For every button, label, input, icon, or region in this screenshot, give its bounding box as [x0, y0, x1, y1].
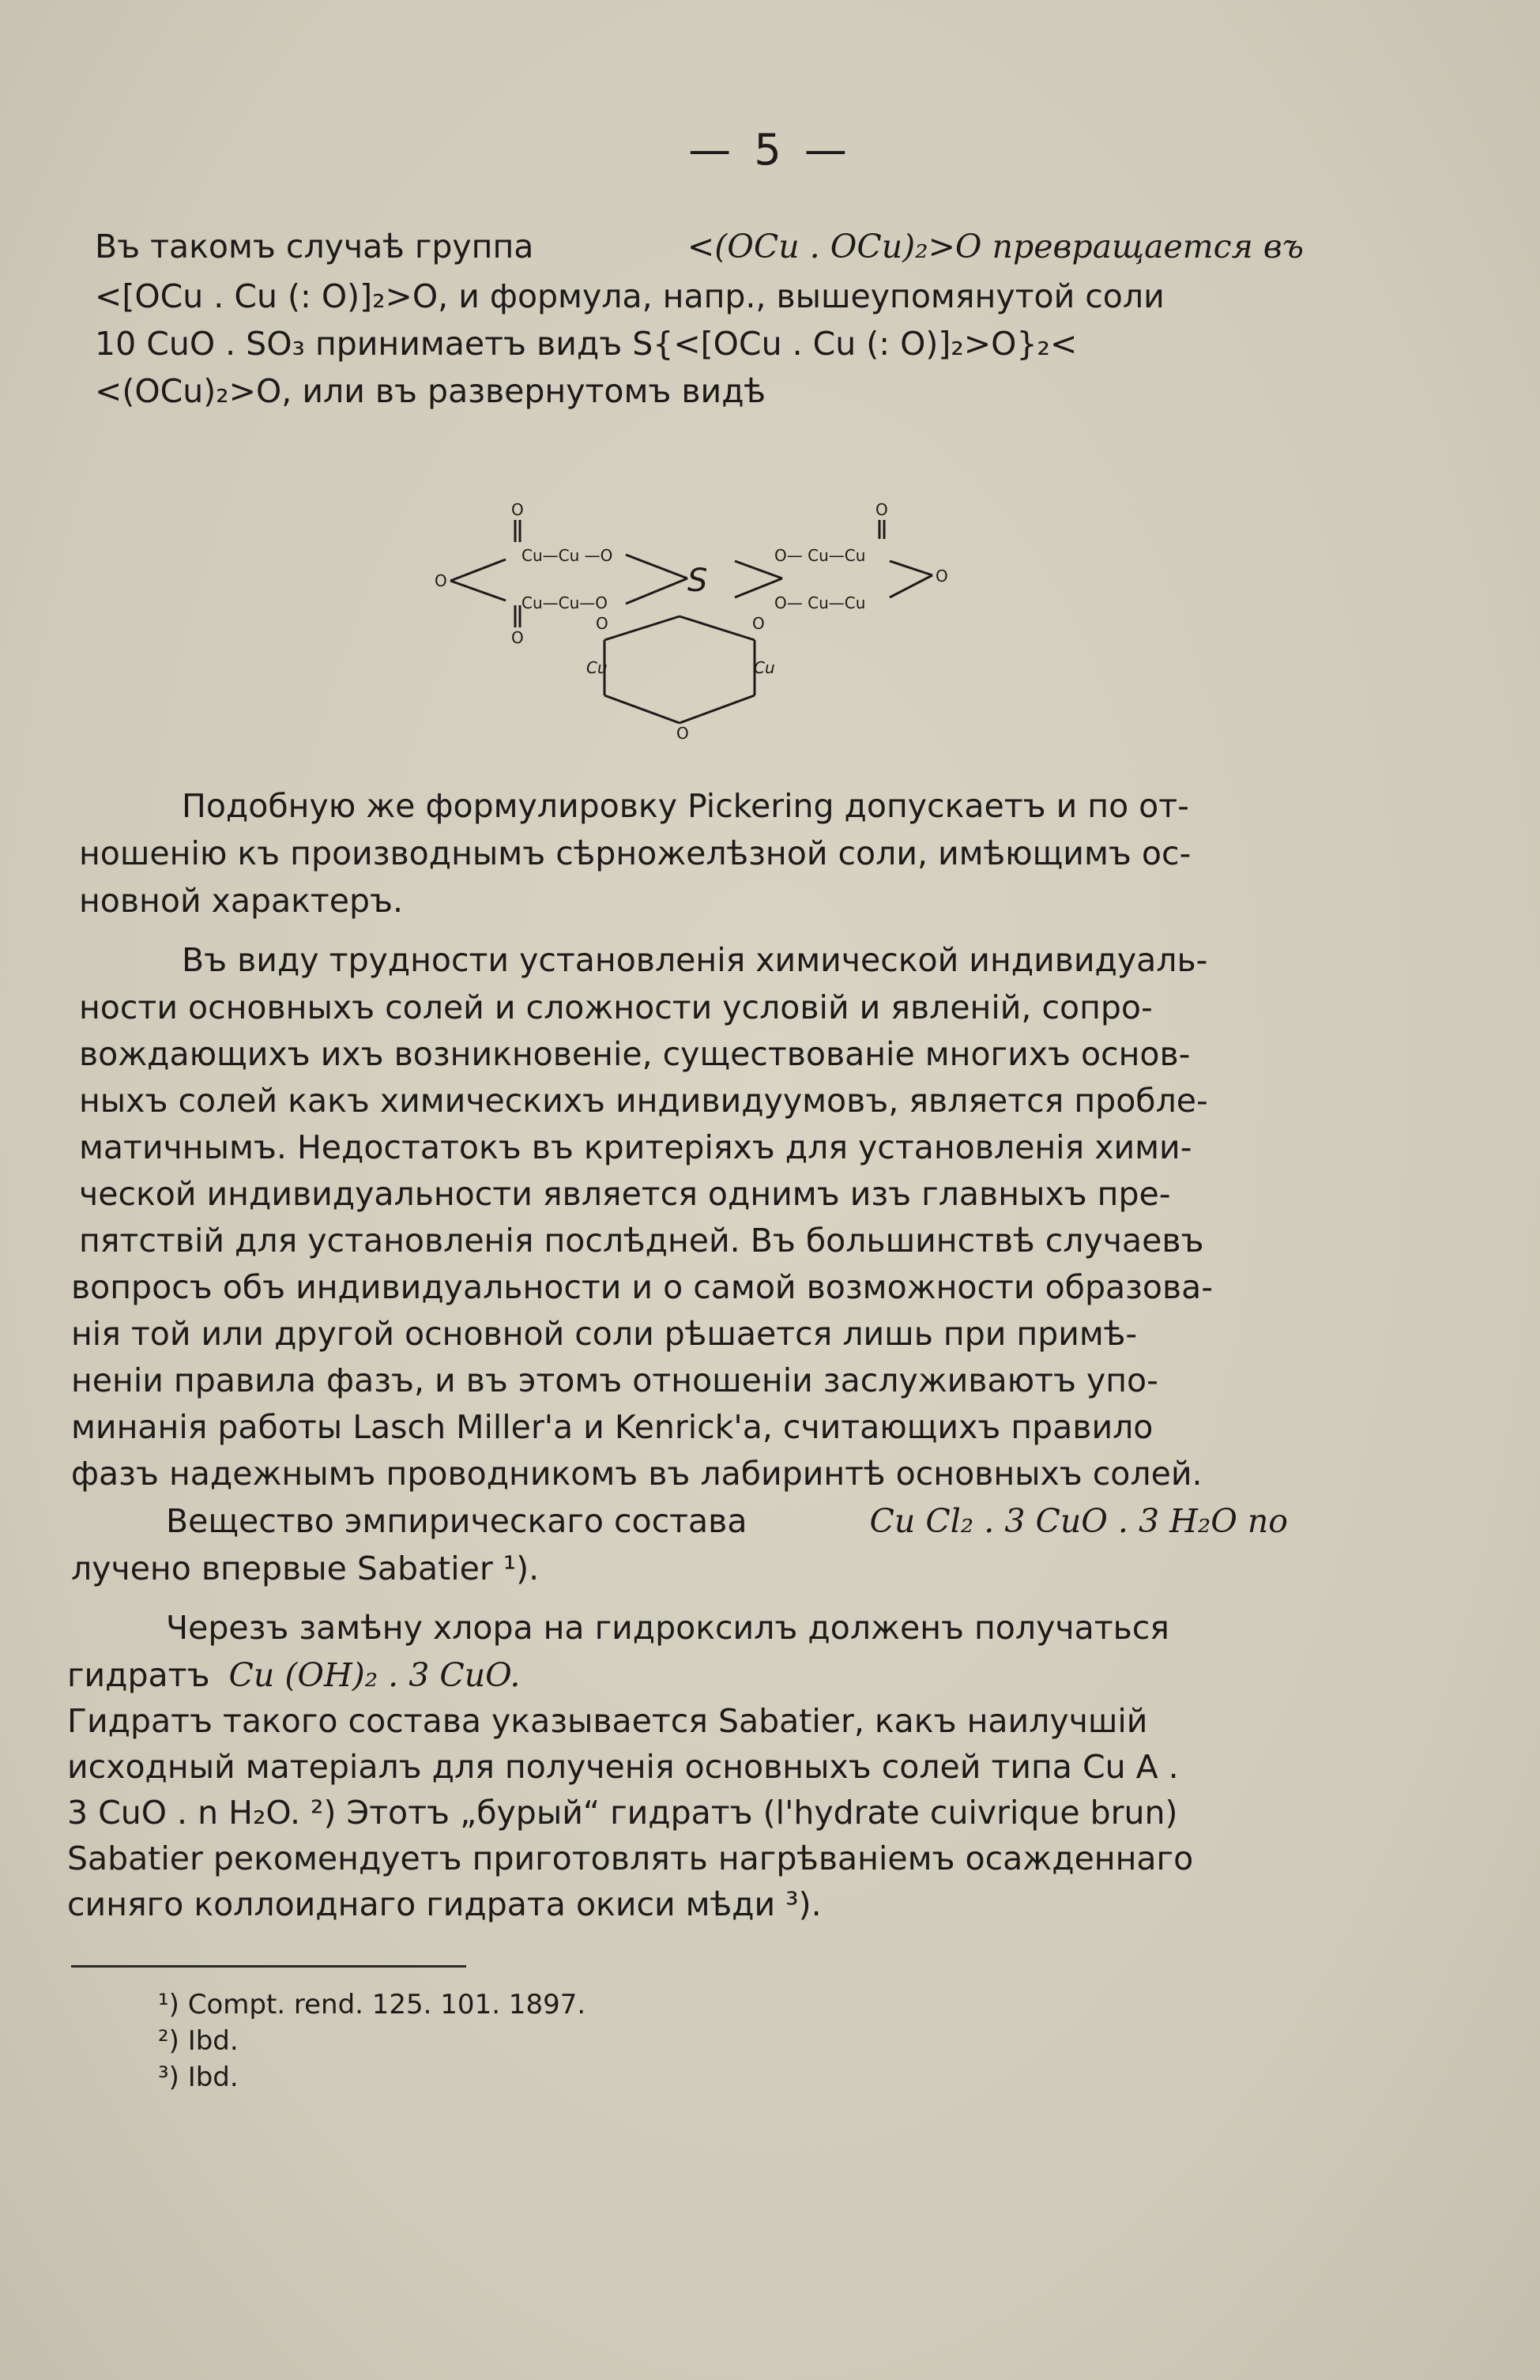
text-segment: Подобную же формулировку Pickering допускаетъ и по от- [182, 787, 1189, 825]
text-segment: Въ виду трудности установленія химической индивидуаль- [182, 941, 1208, 979]
sulfur-atom: S [687, 563, 708, 599]
left-top-chain: Cu—Cu —O [521, 546, 613, 565]
text-line [67, 1697, 1272, 1745]
text-line [79, 830, 1304, 877]
text-segment: Гидратъ такого состава указывается Sabatier, какъ наилучшій [67, 1702, 1148, 1740]
structural-formula-diagram [427, 490, 980, 743]
text-segment: <(OCu)₂>O, или въ развернутомъ видѣ [95, 372, 766, 410]
text-segment: ности основныхъ солей и сложности условій и явленій, сопро- [79, 989, 1153, 1026]
text-line [95, 273, 1304, 320]
text-segment: неніи правила фазъ, и въ этомъ отношеніи заслуживаютъ упо- [71, 1361, 1158, 1399]
text-line [79, 1030, 1304, 1078]
footnote: ³) Ibd. [158, 2062, 239, 2093]
text-line [71, 1357, 1304, 1404]
text-segment: ческой индивидуальности является однимъ изъ главныхъ пре- [79, 1175, 1171, 1213]
formula-segment: Cu Cl₂ . 3 CuO . 3 H₂O по [869, 1502, 1288, 1540]
oxygen-atom: O [596, 614, 608, 633]
text-line [95, 320, 1304, 367]
text-segment: Вещество эмпирическаго состава [166, 1502, 747, 1540]
text-line [79, 1077, 1304, 1124]
text-line [71, 1310, 1304, 1358]
text-segment: фазъ надежнымъ проводникомъ въ лабиринтѣ основныхъ солей. [71, 1455, 1203, 1493]
text-segment: лучено впервые Sabatier ¹). [71, 1550, 540, 1587]
ring-copper-right: Cu [754, 658, 775, 677]
text-segment: гидратъ [67, 1656, 210, 1694]
text-segment: вопросъ объ индивидуальности и о самой возможности образова- [71, 1268, 1214, 1306]
footnote-rule [71, 1965, 466, 1968]
text-line [71, 1403, 1304, 1451]
right-bottom-chain: O— Cu—Cu [774, 593, 866, 612]
text-line [67, 1881, 1272, 1928]
text-segment: <[OCu . Cu (: O)]₂>O, и формула, напр., вышеупомянутой соли [95, 277, 1165, 315]
text-segment: 3 CuO . n H₂O. ²) Этотъ „бурый“ гидратъ (l'hydrate cuivrique brun) [67, 1794, 1178, 1832]
text-line [79, 1217, 1304, 1264]
text-line [67, 1789, 1272, 1836]
page-number: — 5 — [688, 125, 852, 175]
text-line [79, 984, 1304, 1031]
text-line [67, 1743, 1272, 1791]
text-line [166, 1604, 1280, 1651]
formula-segment: Cu (OH)₂ . 3 CuO. [228, 1656, 521, 1694]
text-segment: Sabatier рекомендуетъ приготовлять нагрѣваніемъ осажденнаго [67, 1840, 1194, 1877]
oxygen-atom: O [511, 628, 524, 647]
text-line [182, 782, 1304, 830]
text-line [71, 1263, 1304, 1311]
ring-copper-left: Cu [586, 658, 608, 677]
oxygen-atom: O [511, 500, 524, 519]
text-segment: синяго коллоиднаго гидрата окиси мѣди ³). [67, 1885, 822, 1923]
text-segment: Въ такомъ случаѣ группа [95, 228, 534, 265]
oxygen-atom: O [435, 571, 447, 590]
text-line [79, 1170, 1304, 1218]
text-line [95, 367, 1304, 415]
text-segment: Черезъ замѣну хлора на гидроксилъ долженъ получаться [166, 1609, 1169, 1647]
text-segment: новной характеръ. [79, 882, 404, 920]
text-line [71, 1545, 1288, 1592]
oxygen-atom: O [875, 500, 888, 519]
oxygen-atom: O [676, 724, 689, 743]
text-segment: ныхъ солей какъ химическихъ индивидуумовъ, является пробле- [79, 1082, 1208, 1120]
text-line [67, 1651, 1280, 1699]
text-line [79, 1124, 1304, 1171]
text-line [166, 1497, 1288, 1545]
text-segment: матичнымъ. Недостатокъ въ критеріяхъ для установленія хими- [79, 1128, 1192, 1166]
footnote: ²) Ibd. [158, 2025, 239, 2057]
oxygen-atom: O [936, 567, 948, 586]
oxygen-atom: O [752, 614, 765, 633]
text-segment: минанія работы Lasch Miller'a и Kenrick'a, считающихъ правило [71, 1408, 1154, 1446]
footnote: ¹) Compt. rend. 125. 101. 1897. [158, 1989, 586, 2020]
text-line [67, 1835, 1272, 1882]
right-top-chain: O— Cu—Cu [774, 546, 866, 565]
text-segment: ношенію къ производнымъ сѣрножелѣзной соли, имѣющимъ ос- [79, 834, 1192, 872]
text-segment: вождающихъ ихъ возникновеніе, существованіе многихъ основ- [79, 1035, 1191, 1073]
text-line [79, 877, 1304, 925]
text-line [182, 936, 1304, 984]
left-bottom-chain: Cu—Cu—O [521, 593, 608, 612]
text-segment: нія той или другой основной соли рѣшается лишь при примѣ- [71, 1315, 1138, 1353]
text-segment: пятствій для установленія послѣдней. Въ большинствѣ случаевъ [79, 1222, 1204, 1260]
formula-segment: <(OCu . OCu)₂>O превращается въ [687, 228, 1304, 265]
text-line [95, 223, 1304, 270]
text-segment: исходный матеріалъ для полученія основныхъ солей типа Cu A . [67, 1748, 1179, 1786]
text-line [71, 1450, 1304, 1497]
text-segment: 10 CuO . SO₃ принимаетъ видъ S{<[OCu . Cu (: O)]₂>O}₂< [95, 325, 1078, 363]
